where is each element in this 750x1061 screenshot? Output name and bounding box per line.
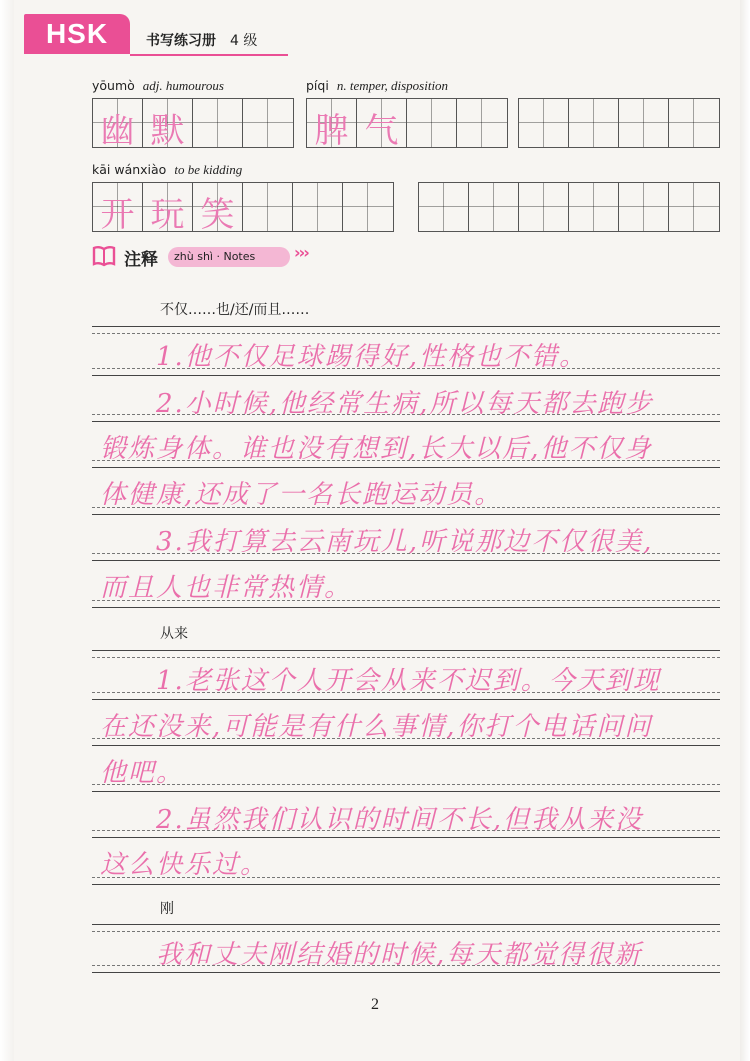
book-title xyxy=(146,30,257,50)
grid-char: 气 xyxy=(364,111,399,151)
handwriting-line: 在还没来,可能是有什么事情,你打个电话问问 xyxy=(100,712,653,742)
ruled-line xyxy=(92,884,720,885)
ruled-line xyxy=(92,460,720,461)
grid-cell[interactable] xyxy=(519,183,569,231)
ruled-line xyxy=(92,830,720,831)
handwriting-line: 3.我打算去云南玩儿,听说那边不仅很美, xyxy=(156,527,654,557)
grid-cell[interactable] xyxy=(669,183,719,231)
handwriting-line: 我和丈夫刚结婚的时候,每天都觉得很新 xyxy=(156,940,643,970)
handwriting-line: 而且人也非常热情。 xyxy=(100,573,353,603)
grid-char: 幽 xyxy=(100,111,135,151)
grid-cell[interactable] xyxy=(243,183,293,231)
grid-cell[interactable] xyxy=(569,99,619,147)
grid-cell[interactable] xyxy=(519,99,569,147)
notes-heading xyxy=(92,243,328,271)
ruled-line xyxy=(92,414,720,415)
pattern-label: 刚 xyxy=(160,901,174,917)
grid-cell[interactable] xyxy=(457,99,507,147)
hsk-badge: HSK xyxy=(24,14,130,54)
handwriting-line: 他吧。 xyxy=(100,758,185,788)
ruled-line xyxy=(92,784,720,785)
open-book-icon xyxy=(92,245,116,267)
grid-char: 玩 xyxy=(150,195,185,235)
grid-cell[interactable] xyxy=(569,183,619,231)
writing-grid xyxy=(92,182,394,235)
grid-cell[interactable] xyxy=(143,183,193,235)
ruled-line xyxy=(92,326,720,327)
grid-cell[interactable] xyxy=(469,183,519,231)
grid-cell[interactable] xyxy=(407,99,457,147)
ruled-line xyxy=(92,607,720,608)
grid-cell[interactable] xyxy=(619,99,669,147)
vocab-pinyin: yōumò xyxy=(92,78,135,93)
ruled-line xyxy=(92,421,720,422)
ruled-line xyxy=(92,931,720,932)
grid-cell[interactable] xyxy=(193,183,243,235)
ruled-line xyxy=(92,375,720,376)
grid-cell[interactable] xyxy=(357,99,407,151)
ruled-line xyxy=(92,837,720,838)
page-left-edge xyxy=(0,0,14,1061)
pattern-label: 从来 xyxy=(160,626,188,642)
grid-cell[interactable] xyxy=(419,183,469,231)
handwriting-line: 体健康,还成了一名长跑运动员。 xyxy=(100,480,503,510)
grid-cell[interactable] xyxy=(93,183,143,235)
grid-char: 默 xyxy=(150,111,185,151)
vocab-pinyin: píqi xyxy=(306,78,329,93)
grid-cell[interactable] xyxy=(307,99,357,151)
ruled-line xyxy=(92,692,720,693)
grid-char: 笑 xyxy=(200,195,235,235)
grid-cell[interactable] xyxy=(293,183,343,231)
ruled-line xyxy=(92,791,720,792)
vocab-caption xyxy=(306,78,448,94)
ruled-line xyxy=(92,924,720,925)
grid-char: 脾 xyxy=(314,111,349,151)
ruled-line xyxy=(92,738,720,739)
grid-cell[interactable] xyxy=(193,99,243,147)
book-title-text: 书写练习册 xyxy=(146,33,216,49)
handwriting-line: 2.小时候,他经常生病,所以每天都去跑步 xyxy=(156,389,654,419)
vocab-pinyin: kāi wánxiào xyxy=(92,162,167,177)
vocab-caption xyxy=(92,78,224,94)
header-rule xyxy=(130,54,288,56)
ruled-line xyxy=(92,972,720,973)
vocab-gloss: n. temper, disposition xyxy=(336,78,449,93)
ruled-line xyxy=(92,507,720,508)
handwriting-line: 这么快乐过。 xyxy=(100,850,269,880)
page-right-edge xyxy=(740,0,750,1061)
writing-grid-extra xyxy=(418,182,720,232)
ruled-line xyxy=(92,553,720,554)
grid-cell[interactable] xyxy=(343,183,393,231)
vocab-gloss: adj. humourous xyxy=(142,78,224,93)
book-level: 4 级 xyxy=(230,33,258,49)
handwriting-line: 1.他不仅足球踢得好,性格也不错。 xyxy=(156,342,588,372)
arrows-icon: ››› xyxy=(294,243,308,262)
ruled-line xyxy=(92,657,720,658)
grid-cell[interactable] xyxy=(143,99,193,151)
ruled-line xyxy=(92,600,720,601)
writing-grid xyxy=(92,98,294,151)
ruled-line xyxy=(92,467,720,468)
vocab-caption xyxy=(92,162,242,178)
ruled-line xyxy=(92,650,720,651)
grid-cell[interactable] xyxy=(243,99,293,147)
ruled-line xyxy=(92,514,720,515)
ruled-line xyxy=(92,560,720,561)
ruled-line xyxy=(92,965,720,966)
notes-title-pinyin: zhù shì · Notes xyxy=(168,247,290,267)
grid-cell[interactable] xyxy=(669,99,719,147)
ruled-line xyxy=(92,699,720,700)
ruled-line xyxy=(92,368,720,369)
handwriting-line: 1.老张这个人开会从来不迟到。今天到现 xyxy=(156,666,661,696)
writing-grid xyxy=(306,98,508,151)
handwriting-line: 2.虽然我们认识的时间不长,但我从来没 xyxy=(156,805,644,835)
pattern-label: 不仅……也/还/而且…… xyxy=(160,302,310,318)
ruled-line xyxy=(92,745,720,746)
writing-grid-extra xyxy=(518,98,720,148)
handwriting-line: 锻炼身体。谁也没有想到,长大以后,他不仅身 xyxy=(100,434,653,464)
notes-title-cn: 注释 xyxy=(124,250,158,270)
ruled-line xyxy=(92,877,720,878)
grid-cell[interactable] xyxy=(619,183,669,231)
grid-char: 开 xyxy=(100,195,135,235)
vocab-gloss: to be kidding xyxy=(174,162,243,177)
page-number: 2 xyxy=(371,996,379,1013)
grid-cell[interactable] xyxy=(93,99,143,151)
ruled-line xyxy=(92,333,720,334)
